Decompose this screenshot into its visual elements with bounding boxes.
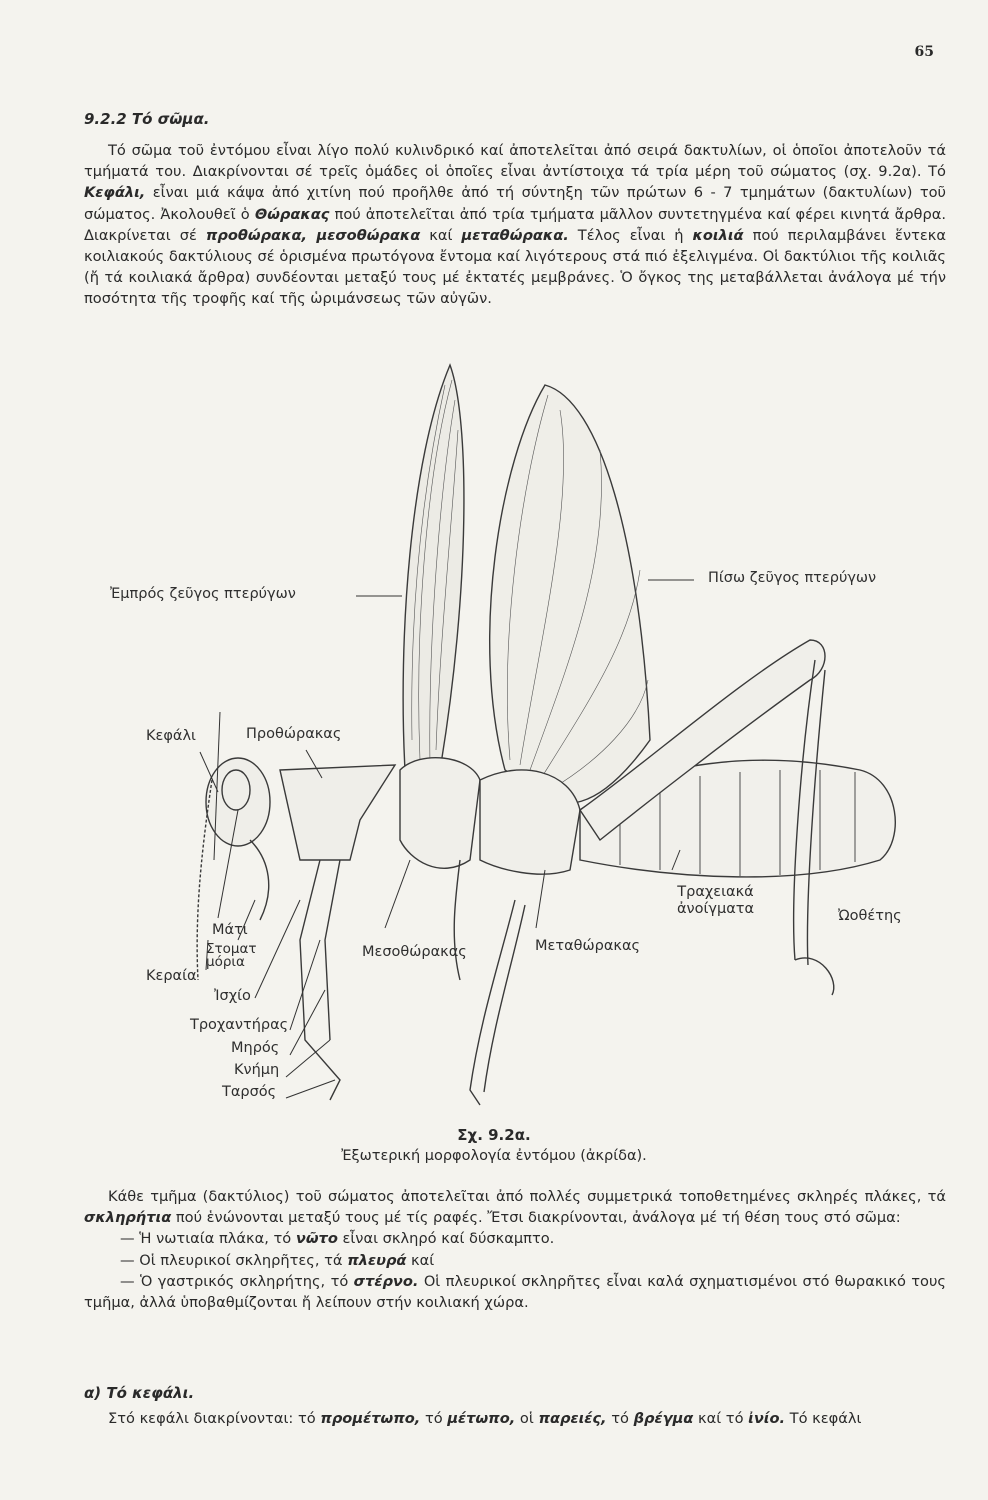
grasshopper-figure	[0, 340, 988, 1130]
intro-text-1: Τό σῶμα τοῦ ἐντόμου εἶναι λίγο πολύ κυλινδρικό καί ἀποτελεῖται ἀπό σειρά δακτυλίων, οἱ ὁποῖοι ἀποτελοῦν τά τμήματά του. Διακρίνονται σέ τρεῖς ὁμάδες οἱ ὁποῖες εἶναι ἀντίστοιχα τά τρία μέρη τοῦ σώματος (σχ. 9.2α). Τό	[84, 142, 946, 181]
label-front-wings: Ἐμπρός ζεῦγος πτερύγων	[110, 586, 296, 602]
term-metathorax: μεταθώρακα.	[461, 226, 569, 244]
label-tibia: Κνήμη	[234, 1062, 280, 1078]
body-text-1: Κάθε τμῆμα (δακτύλιος) τοῦ σώματος ἀποτελεῖται ἀπό πολλές συμμετρικά τοποθετημένες σκληρές πλάκες, τά	[108, 1188, 946, 1205]
label-coxa: Ἰσχίο	[214, 988, 251, 1004]
list-item-pleura: — Οἱ πλευρικοί σκληρῆτες, τά πλευρά καί	[120, 1251, 435, 1269]
label-prothorax: Προθώρακας	[246, 726, 342, 742]
term-head: Κεφάλι,	[84, 184, 146, 202]
term-thorax: Θώρακας	[254, 205, 330, 223]
subsection-heading: α) Τό κεφάλι.	[84, 1384, 195, 1402]
label-hind-wings: Πίσω ζεῦγος πτερύγων	[708, 570, 877, 586]
label-metathorax: Μεταθώρακας	[535, 938, 641, 954]
term-segments: προθώρακα, μεσοθώρακα	[205, 226, 421, 244]
term-occiput: ἰνίο.	[748, 1410, 786, 1427]
prothorax-shape	[280, 765, 395, 860]
label-head: Κεφάλι	[146, 728, 196, 744]
term-genae: παρειές,	[538, 1410, 607, 1427]
intro-text-5: Τέλος εἶναι ἡ	[568, 226, 693, 244]
list-item-notum: — Ἡ νωτιαία πλάκα, τό νῶτο εἶναι σκληρό καί δύσκαμπτο.	[120, 1230, 555, 1248]
intro-text-4: καί	[420, 226, 462, 244]
intro-paragraph	[84, 140, 946, 310]
list-item-sternum: — Ὁ γαστρικός σκληρήτης, τό στέρνο. Οἱ πλευρικοί σκληρῆτες εἶναι καλά σχηματισμένοι στό θωρακικό τους τμῆμα, ἀλλά ὑποβαθμίζονται ἤ λείπουν στήν κοιλιακή χώρα.	[84, 1272, 946, 1312]
page-number: 65	[914, 44, 934, 60]
front-wing	[403, 365, 464, 770]
detached-leg	[300, 860, 340, 1100]
body-text-2: πού ἑνώνονται μεταξύ τους μέ τίς ραφές. Ἔτσι διακρίνονται, ἀνάλογα μέ τή θέση τους στό σῶμα:	[171, 1209, 901, 1227]
mesothorax-body	[400, 758, 480, 869]
label-femur: Μηρός	[231, 1040, 280, 1056]
head-paragraph: Στό κεφάλι διακρίνονται: τό προμέτωπο, τό μέτωπο, οἱ παρειές, τό βρέγμα καί τό ἰνίο. Τό κεφάλι	[108, 1410, 862, 1427]
term-vertex: βρέγμα	[633, 1410, 694, 1427]
label-antenna: Κεραία	[146, 968, 197, 984]
intro-text-6: πού περιλαμβάνει ἕντεκα κοιλιακούς δακτύλιους σέ ὁρισμένα πρωτόγονα ἔντομα καί λιγότερους στά πιό ἐξελιγμένα. Οἱ δακτύλιοι τῆς κοιλιᾶς (ἤ τά κοιλιακά ἄρθρα) συνδέονται μεταξύ τους μέ ἐκτατές μεμβράνες. Ὁ ὄγκος της μεταβάλλεται ἀνάλογα μέ τήν ποσότητα τῆς τροφῆς καί τῆς ὡριμάνσεως τῶν αὐγῶν.	[84, 226, 946, 308]
label-spiracles: Τραχειακά ἀνοίγματα	[676, 884, 755, 917]
term-frons: μέτωπο,	[447, 1410, 516, 1427]
label-eye: Μάτι	[212, 922, 248, 938]
metathorax-body	[480, 770, 580, 874]
term-pleura: πλευρά	[347, 1251, 407, 1269]
term-sternum: στέρνο.	[353, 1272, 419, 1290]
body-paragraph	[84, 1186, 946, 1313]
hind-wing	[490, 385, 650, 803]
term-sclerites: σκληρήτια	[84, 1209, 172, 1227]
label-mesothorax: Μεσοθώρακας	[362, 944, 467, 960]
term-clypeus: προμέτωπο,	[320, 1410, 421, 1427]
figure-caption: Ἐξωτερική μορφολογία ἐντόμου (ἀκρίδα).	[341, 1148, 647, 1164]
middle-leg	[470, 900, 515, 1105]
front-leg	[454, 860, 460, 980]
label-ovipositor: Ὠοθέτης	[838, 908, 902, 924]
term-abdomen: κοιλιά	[692, 226, 744, 244]
label-tarsus: Ταρσός	[222, 1084, 277, 1100]
label-mouthparts: Στοματ μόρια	[206, 941, 257, 970]
term-notum: νῶτο	[295, 1230, 338, 1248]
figure-number: Σχ. 9.2α.	[457, 1126, 531, 1144]
intro-text-3: πού ἀποτελεῖται ἀπό τρία τμήματα μᾶλλον συντετηγμένα καί φέρει κινητά ἄρθρα. Διακρίνεται σέ	[84, 205, 947, 244]
label-trochanter: Τροχαντήρας	[190, 1017, 289, 1033]
section-heading: 9.2.2 Τό σῶμα.	[84, 110, 210, 128]
intro-text-2: εἶναι μιά κάψα ἀπό χιτίνη πού προῆλθε ἀπό τή σύντηξη τῶν πρώτων 6 - 7 τμημάτων (δακτυλίων) τοῦ σώματος. Ἀκολουθεῖ ὁ	[84, 184, 946, 223]
